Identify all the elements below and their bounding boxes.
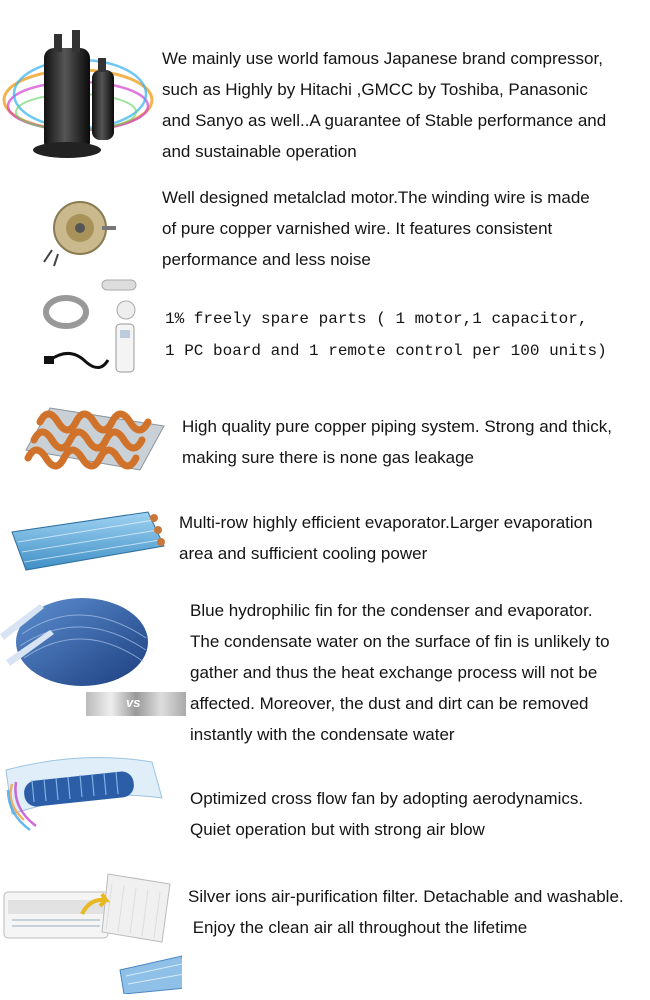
fan-line-1: Optimized cross flow fan by adopting aerodynamics. — [190, 789, 584, 808]
vs-label: vs — [126, 695, 141, 710]
spare-parts-line-2: 1 PC board and 1 remote control per 100 units) — [165, 342, 607, 360]
feature-hydrophilic-fin — [0, 592, 650, 752]
feature-motor — [0, 182, 650, 272]
copper-piping-line-2: making sure there is none gas leakage — [182, 448, 475, 467]
feature-cross-flow-fan — [0, 752, 650, 847]
compressor-icon — [0, 20, 158, 170]
motor-line-3: performance and less noise — [162, 250, 371, 269]
evaporator-line-2: area and sufficient cooling power — [179, 544, 428, 563]
filter-line-1: Silver ions air-purification filter. Detachable and washable. — [188, 887, 624, 906]
compressor-line-3: and Sanyo as well..A guarantee of Stable performance and — [162, 111, 607, 130]
motor-line-2: of pure copper varnished wire. It features consistent — [162, 219, 553, 238]
air-filter-icon — [2, 870, 182, 994]
fin-line-4: affected. Moreover, the dust and dirt can be removed — [190, 694, 589, 713]
compressor-line-2: such as Highly by Hitachi ,GMCC by Toshiba, Panasonic — [162, 80, 588, 99]
evaporator-line-1: Multi-row highly efficient evaporator.Larger evaporation — [179, 513, 593, 532]
compressor-line-4: and sustainable operation — [162, 142, 357, 161]
compressor-line-1: We mainly use world famous Japanese brand compressor, — [162, 49, 603, 68]
fan-line-2: Quiet operation but with strong air blow — [190, 820, 485, 839]
fan-motor-icon — [40, 188, 120, 268]
fin-line-5: instantly with the condensate water — [190, 725, 455, 744]
feature-compressor — [0, 0, 650, 180]
feature-evaporator — [0, 492, 650, 587]
filter-line-2: Enjoy the clean air all throughout the lifetime — [188, 918, 528, 937]
copper-piping-line-1: High quality pure copper piping system. Strong and thick, — [182, 417, 612, 436]
fin-line-3: gather and thus the heat exchange process will not be — [190, 663, 598, 682]
feature-spare-parts — [0, 272, 650, 382]
spare-parts-line-1: 1% freely spare parts ( 1 motor,1 capacitor, — [165, 310, 588, 328]
spare-parts-icon — [40, 276, 150, 380]
fin-line-1: Blue hydrophilic fin for the condenser and evaporator. — [190, 601, 593, 620]
copper-pipe-icon — [20, 400, 170, 480]
motor-line-1: Well designed metalclad motor.The winding wire is made — [162, 188, 590, 207]
cross-flow-fan-icon — [2, 754, 167, 836]
fin-comparison-strip — [86, 692, 186, 716]
evaporator-icon — [8, 508, 168, 578]
blue-fin-icon — [0, 594, 150, 690]
feature-filter — [0, 862, 650, 1000]
feature-copper-piping — [0, 390, 650, 490]
fin-line-2: The condensate water on the surface of fin is unlikely to — [190, 632, 610, 651]
